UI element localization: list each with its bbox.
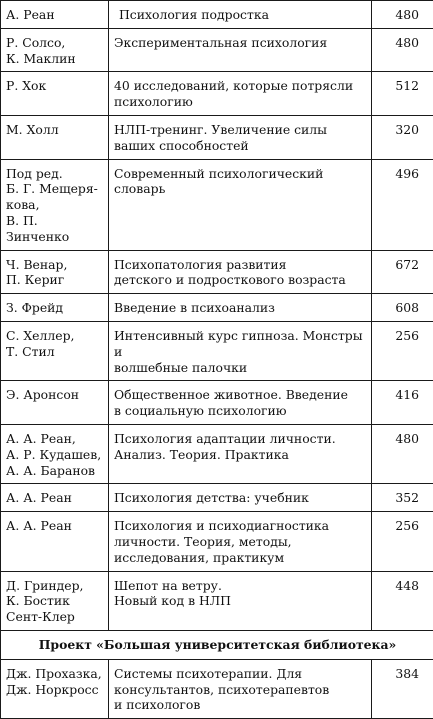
table-row: [1, 381, 433, 425]
author-cell: Р. Хок: [1, 72, 109, 116]
pages-cell: 256: [372, 321, 433, 380]
table-row: [1, 250, 433, 294]
title-cell: Общественное животное. Введение в социальную психологию: [109, 381, 372, 425]
table-row: [1, 484, 433, 512]
author-cell: А. А. Реан: [1, 484, 109, 512]
pages-cell: 672: [372, 250, 433, 294]
author-cell: А. А. Реан, А. Р. Кудашев, А. А. Баранов: [1, 424, 109, 483]
title-cell: Психология и психодиагностика личности. Теория, методы, исследования, практикум: [109, 512, 372, 571]
pages-cell: 608: [372, 294, 433, 322]
pages-cell: 480: [372, 1, 433, 29]
title-cell: Современный психологический словарь: [109, 159, 372, 250]
pages-cell: 448: [372, 571, 433, 630]
pages-cell: 384: [372, 659, 433, 718]
section-title: Проект «Большая университетская библиотека»: [1, 630, 433, 659]
pages-cell: 480: [372, 424, 433, 483]
pages-cell: 416: [372, 381, 433, 425]
title-cell: 40 исследований, которые потрясли психологию: [109, 72, 372, 116]
table-row: [1, 424, 433, 483]
table-row: [1, 294, 433, 322]
author-cell: З. Фрейд: [1, 294, 109, 322]
table-row: [1, 659, 433, 718]
title-cell: Экспериментальная психология: [109, 28, 372, 72]
table-row: [1, 571, 433, 630]
pages-cell: 320: [372, 115, 433, 159]
author-cell: Р. Солсо, К. Маклин: [1, 28, 109, 72]
pages-cell: 496: [372, 159, 433, 250]
pages-cell: 352: [372, 484, 433, 512]
author-cell: А. Реан: [1, 1, 109, 29]
author-cell: М. Холл: [1, 115, 109, 159]
title-cell: Шепот на ветру. Новый код в НЛП: [109, 571, 372, 630]
title-cell: Интенсивный курс гипноза. Монстры и волшебные палочки: [109, 321, 372, 380]
author-cell: Э. Аронсон: [1, 381, 109, 425]
table-row: [1, 512, 433, 571]
author-cell: А. А. Реан: [1, 512, 109, 571]
author-cell: Д. Гриндер, К. Бостик Сент-Клер: [1, 571, 109, 630]
pages-cell: 512: [372, 72, 433, 116]
title-cell: Системы психотерапии. Для консультантов, психотерапевтов и психологов: [109, 659, 372, 718]
author-cell: Под ред. Б. Г. Мещеря- кова, В. П. Зинченко: [1, 159, 109, 250]
table-row: [1, 159, 433, 250]
author-cell: С. Хеллер, Т. Стил: [1, 321, 109, 380]
author-cell: Ч. Венар, П. Кериг: [1, 250, 109, 294]
title-cell: Психология подростка: [109, 1, 372, 29]
pages-cell: 256: [372, 512, 433, 571]
title-cell: Психопатология развития детского и подросткового возраста: [109, 250, 372, 294]
table-row: [1, 321, 433, 380]
section-header-row: [1, 630, 433, 659]
title-cell: НЛП-тренинг. Увеличение силы ваших способностей: [109, 115, 372, 159]
pages-cell: 480: [372, 28, 433, 72]
title-cell: Введение в психоанализ: [109, 294, 372, 322]
table-row: [1, 72, 433, 116]
table-row: [1, 115, 433, 159]
title-cell: Психология детства: учебник: [109, 484, 372, 512]
title-cell: Психология адаптации личности. Анализ. Теория. Практика: [109, 424, 372, 483]
author-cell: Дж. Прохазка, Дж. Норкросс: [1, 659, 109, 718]
table-row: [1, 28, 433, 72]
table-row: [1, 1, 433, 29]
